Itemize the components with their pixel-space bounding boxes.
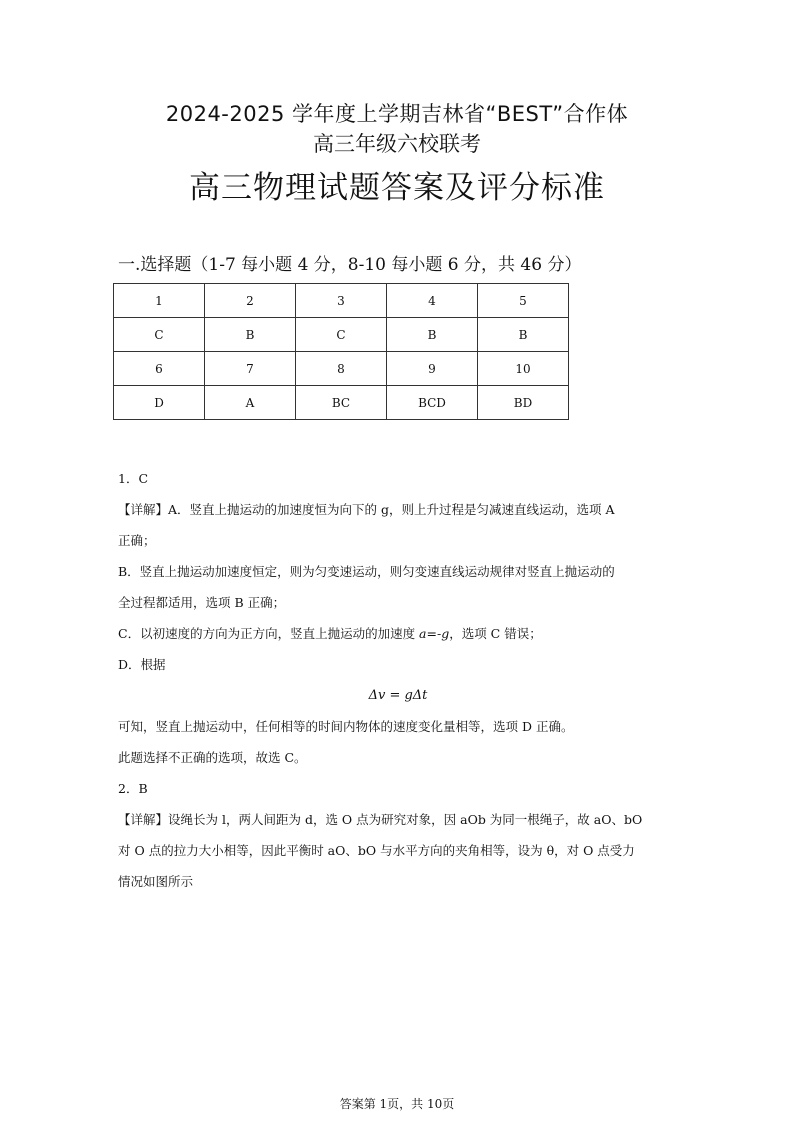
table-cell: 1 [114, 284, 205, 318]
question-1-block [118, 463, 678, 773]
q1-answer: 1．C [118, 471, 149, 486]
answer-table [113, 283, 569, 420]
formula-text: Δv = gΔt [368, 688, 428, 703]
table-cell: B [478, 318, 569, 352]
q1-option-c-post: ，选项 C 错误； [449, 626, 542, 641]
q1-option-b-line2: 全过程都适用，选项 B 正确； [118, 595, 286, 610]
table-cell: 2 [205, 284, 296, 318]
table-cell: 8 [296, 352, 387, 386]
q2-detail-line2: 对 O 点的拉力大小相等，因此平衡时 aO、bO 与水平方向的夹角相等，设为 θ，对 O 点受力 [118, 843, 635, 858]
table-cell: 3 [296, 284, 387, 318]
q1-detail-a-line2: 正确； [118, 533, 156, 548]
table-cell: 7 [205, 352, 296, 386]
q2-detail-line3: 情况如图所示 [118, 874, 194, 889]
section-heading: 一.选择题（1-7 每小题 4 分，8-10 每小题 6 分，共 46 分） [118, 255, 582, 275]
table-cell: B [387, 318, 478, 352]
q2-detail-line1: 【详解】设绳长为 l，两人间距为 d，选 O 点为研究对象，因 aOb 为同一根绳子，故 aO、bO [118, 812, 643, 827]
q1-option-c-pre: C．以初速度的方向为正方向，竖直上抛运动的加速度 [118, 626, 420, 641]
page-footer: 答案第 1页，共 10页 [339, 1097, 455, 1111]
q1-detail-a-line1: 【详解】A．竖直上抛运动的加速度恒为向下的 g，则上升过程是匀减速直线运动，选项 A [118, 502, 615, 517]
q1-option-b-line1: B．竖直上抛运动加速度恒定，则为匀变速运动，则匀变速直线运动规律对竖直上抛运动的 [118, 564, 615, 579]
header-line-1: 2024-2025 学年度上学期吉林省“BEST”合作体 [165, 102, 629, 126]
table-row [114, 386, 569, 420]
q1-summary: 此题选择不正确的选项，故选 C。 [118, 750, 307, 765]
table-cell: BCD [387, 386, 478, 420]
q2-answer: 2．B [118, 781, 148, 796]
table-cell: BC [296, 386, 387, 420]
q1-formula [118, 680, 678, 711]
table-cell: BD [478, 386, 569, 420]
table-cell: 10 [478, 352, 569, 386]
table-cell: D [114, 386, 205, 420]
page-title: 高三物理试题答案及评分标准 [189, 170, 605, 206]
q1-option-c-equation: a=-g [419, 626, 450, 641]
table-cell: A [205, 386, 296, 420]
q1-option-c [118, 618, 678, 649]
table-cell: B [205, 318, 296, 352]
q1-option-d: D．根据 [118, 657, 166, 672]
question-2-block [118, 773, 678, 897]
table-cell: 6 [114, 352, 205, 386]
table-cell: 4 [387, 284, 478, 318]
table-row [114, 284, 569, 318]
header-line-2: 高三年级六校联考 [313, 132, 481, 156]
table-cell: C [114, 318, 205, 352]
table-row [114, 318, 569, 352]
table-cell: C [296, 318, 387, 352]
q1-option-d-conclusion: 可知，竖直上抛运动中，任何相等的时间内物体的速度变化量相等，选项 D 正确。 [118, 719, 574, 734]
table-row [114, 352, 569, 386]
table-cell: 9 [387, 352, 478, 386]
table-cell: 5 [478, 284, 569, 318]
